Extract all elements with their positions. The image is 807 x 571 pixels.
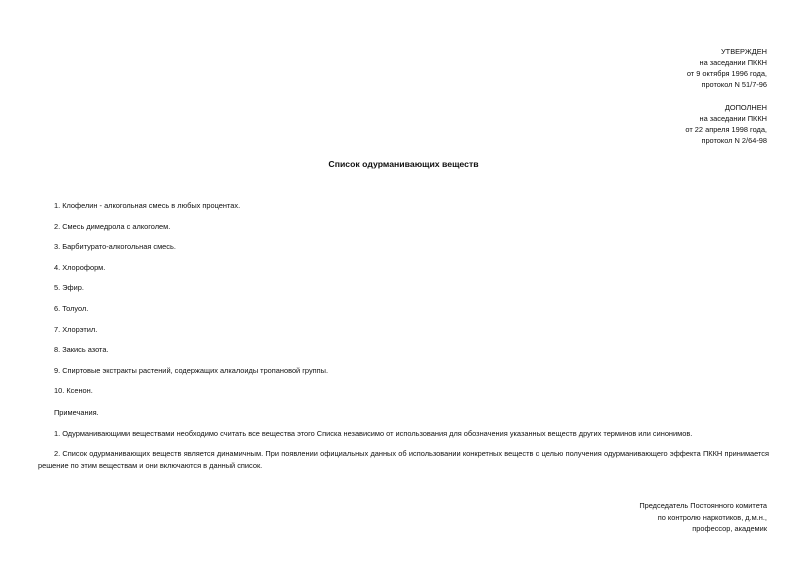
substances-list	[54, 201, 328, 407]
list-item: 1. Клофелин - алкогольная смесь в любых процентах.	[54, 201, 241, 210]
list-item: 5. Эфир.	[54, 283, 84, 293]
signature-block	[547, 501, 767, 536]
amended-meeting: на заседании ПККН	[699, 114, 767, 123]
amended-protocol: протокол N 2/64-98	[701, 136, 767, 145]
approved-protocol: протокол N 51/7-96	[701, 80, 767, 89]
approval-stamp	[587, 47, 767, 159]
note-2: 2. Список одурманивающих веществ является динамичным. При появлении официальных данных об использовании конкретных веществ с целью получения одурманивающего эффекта ПККН принимается решение по этим веществам и они включаются в данный список.	[38, 449, 769, 470]
approved-meeting: на заседании ПККН	[699, 58, 767, 67]
list-item: 10. Ксенон.	[54, 386, 93, 396]
signature-line: профессор, академик	[692, 524, 767, 534]
note-1: 1. Одурманивающими веществами необходимо считать все вещества этого Списка независимо от использования для обозначения указанных веществ других терминов или синонимов.	[54, 429, 693, 438]
amended-block	[587, 103, 767, 147]
amended-label: ДОПОЛНЕН	[724, 103, 767, 112]
list-item: 3. Барбитурато-алкогольная смесь.	[54, 242, 176, 252]
list-item: 4. Хлороформ.	[54, 262, 106, 272]
list-item: 9. Спиртовые экстракты растений, содержащих алкалоиды тропановой группы.	[54, 365, 329, 375]
signature-line: Председатель Постоянного комитета	[639, 501, 767, 510]
list-item: 8. Закись азота.	[54, 345, 109, 355]
document-title: Список одурманивающих веществ	[328, 159, 479, 169]
list-item: 6. Толуол.	[54, 303, 89, 313]
approved-date: от 9 октября 1996 года,	[686, 69, 767, 78]
signature-line: по контролю наркотиков, д.м.н.,	[657, 512, 767, 522]
list-item: 2. Смесь димедрола с алкоголем.	[54, 221, 171, 231]
amended-date: от 22 апреля 1998 года,	[685, 125, 767, 134]
notes-heading: Примечания.	[54, 408, 99, 417]
approved-label: УТВЕРЖДЕН	[720, 47, 767, 56]
approved-block	[587, 47, 767, 91]
list-item: 7. Хлорэтил.	[54, 324, 98, 334]
